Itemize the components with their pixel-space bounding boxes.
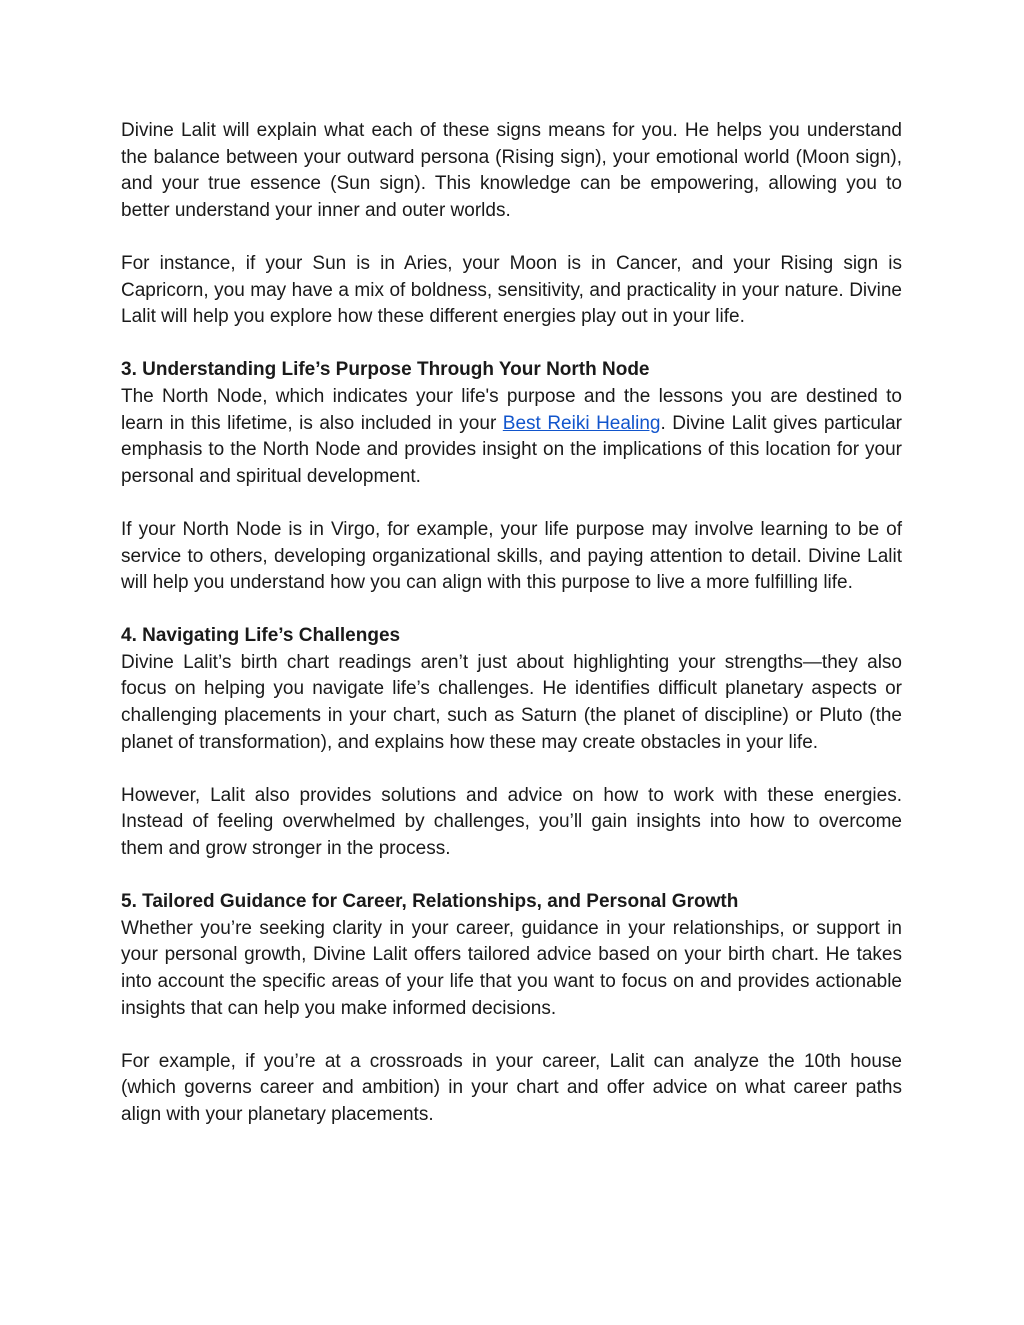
section-3-paragraph-1 (121, 384, 902, 490)
section-challenges (121, 623, 902, 862)
section-5-paragraph-1: Whether you’re seeking clarity in your career, guidance in your relationships, or support in your personal growth, Divine Lalit offers tailored advice based on your birth chart. He takes into account the specific areas of your life that you want to focus on and provides actionable insights that can help you make informed decisions. (121, 917, 902, 1019)
section-3-paragraph-2: If your North Node is in Virgo, for example, your life purpose may involve learning to be of service to others, developing organizational skills, and paying attention to detail. Divine Lalit will help you understand how you can align with this purpose to live a more fulfilling life. (121, 518, 902, 594)
section-5-heading: 5. Tailored Guidance for Career, Relationships, and Personal Growth (121, 891, 739, 913)
section-3-text-after-link: . Divine Lalit gives particular emphasis to the North Node and provides insight on the implications of this location for your personal and spiritual development. (121, 412, 902, 487)
section-4-heading: 4. Navigating Life’s Challenges (121, 625, 401, 647)
section-5-paragraph-2: For example, if you’re at a crossroads in your career, Lalit can analyze the 10th house (which governs career and ambition) in your chart and offer advice on what career paths align with your planetary placements. (121, 1050, 902, 1125)
section-3-text-before-link: The North Node, which indicates your life's purpose and the lessons you are destined to learn in this lifetime, is also included in your (121, 385, 902, 434)
section-tailored-guidance (121, 889, 902, 1128)
intro-paragraph-1: Divine Lalit will explain what each of these signs means for you. He helps you understand the balance between your outward persona (Rising sign), your emotional world (Moon sign), and your true essence (Sun sign). This knowledge can be empowering, allowing you to better understand your inner and outer worlds. (121, 120, 902, 221)
section-4-paragraph-2: However, Lalit also provides solutions and advice on how to work with these energies. Instead of feeling overwhelmed by challenges, you’ll gain insights into how to overcome them and grow stronger in the process. (121, 784, 902, 860)
section-north-node (121, 357, 902, 596)
document-page (121, 118, 902, 1155)
intro-paragraph-2: For instance, if your Sun is in Aries, your Moon is in Cancer, and your Rising sign is Capricorn, you may have a mix of boldness, sensitivity, and practicality in your nature. Divine Lalit will help you explore how these different energies play out in your life. (121, 252, 902, 328)
best-reiki-healing-link[interactable]: Best Reiki Healing (502, 412, 661, 434)
section-3-heading: 3. Understanding Life’s Purpose Through Your North Node (121, 359, 650, 381)
section-4-paragraph-1: Divine Lalit’s birth chart readings aren’t just about highlighting your strengths—they also focus on helping you navigate life’s challenges. He identifies difficult planetary aspects or challenging placements in your chart, such as Saturn (the planet of discipline) or Pluto (the planet of transformation), and explains how these may create obstacles in your life. (121, 651, 902, 753)
